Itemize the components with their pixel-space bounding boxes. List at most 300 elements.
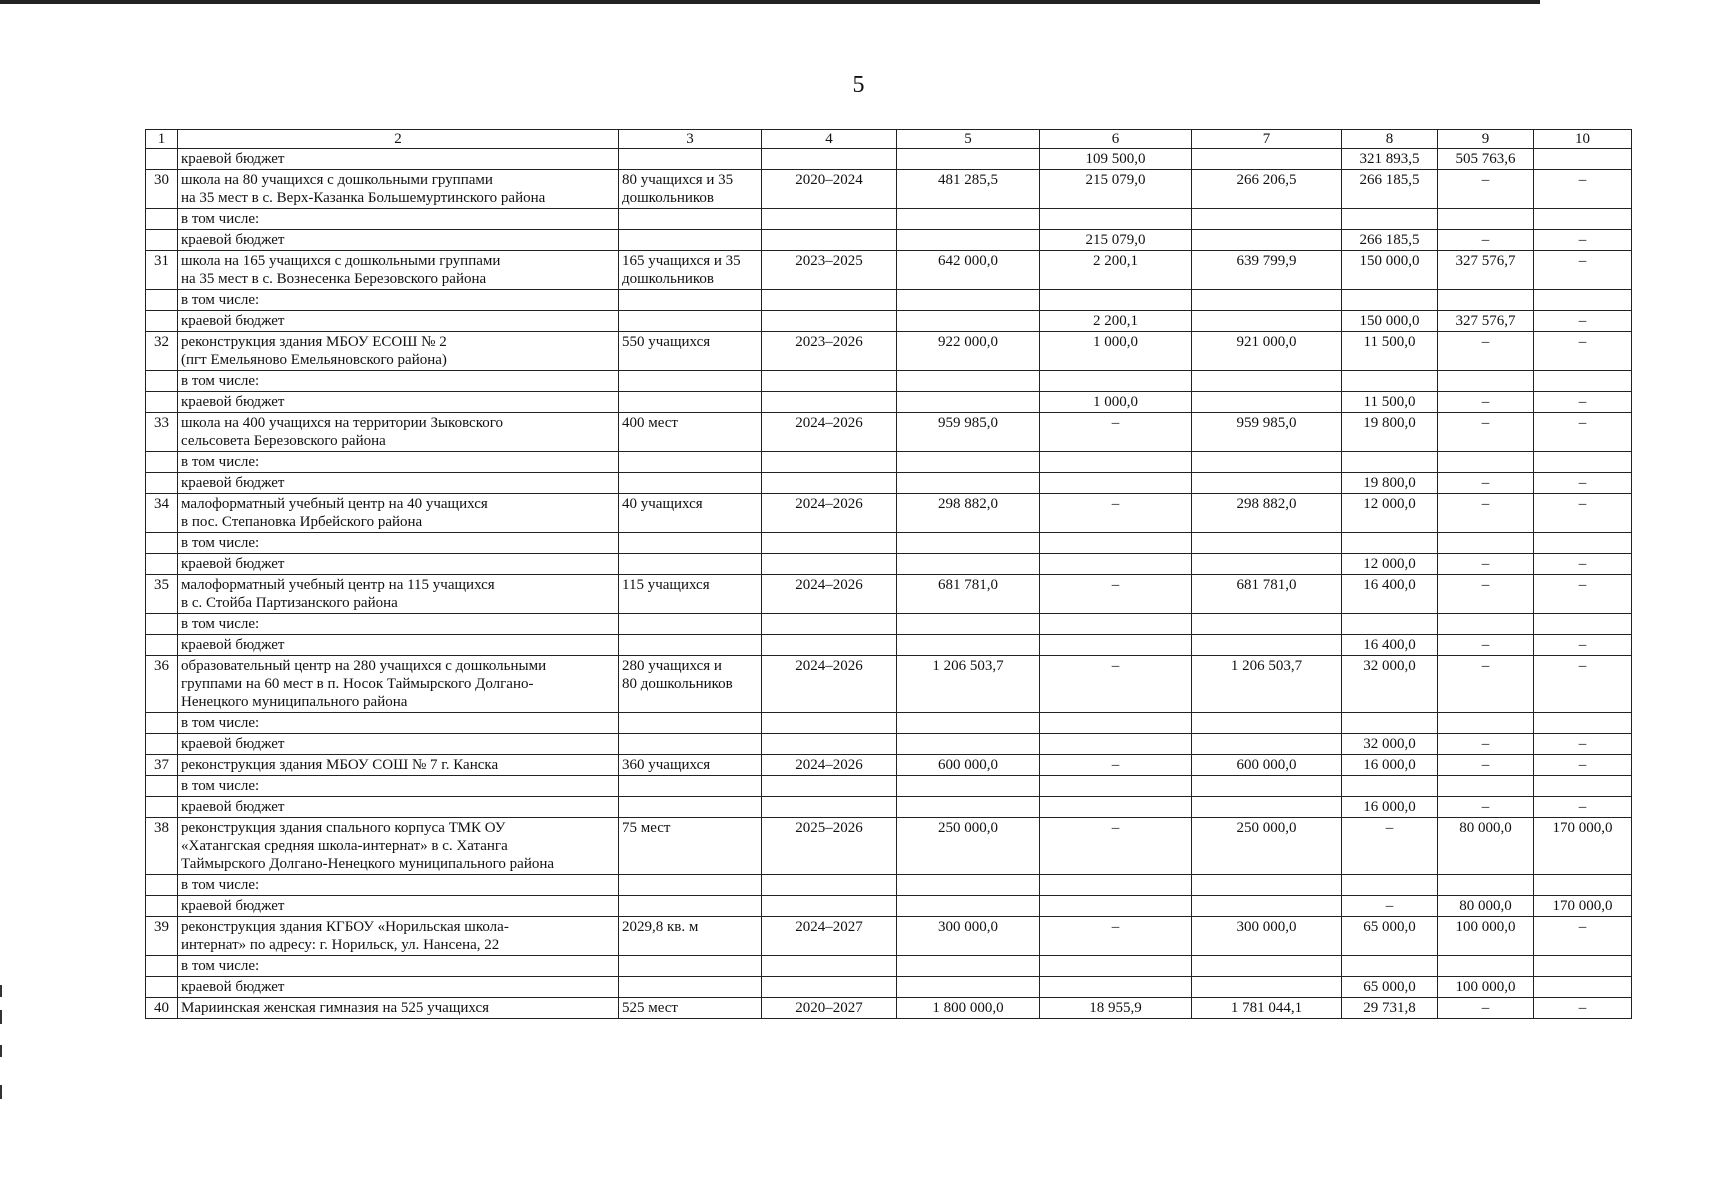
value-cell: 75 мест [619, 818, 762, 875]
value-cell [1192, 614, 1342, 635]
value-cell [1342, 371, 1438, 392]
value-cell [897, 473, 1040, 494]
table-row [146, 251, 1632, 290]
value-cell [897, 371, 1040, 392]
value-cell [1438, 956, 1534, 977]
description-cell: в том числе: [178, 533, 619, 554]
margin-mark [0, 1085, 2, 1099]
table-row [146, 575, 1632, 614]
value-cell [1192, 371, 1342, 392]
value-cell: – [1040, 818, 1192, 875]
table-row [146, 713, 1632, 734]
value-cell [762, 311, 897, 332]
value-cell [1040, 533, 1192, 554]
value-cell [1192, 473, 1342, 494]
header-cell: 7 [1192, 130, 1342, 149]
value-cell [1438, 776, 1534, 797]
value-cell [619, 713, 762, 734]
row-number-cell: 31 [146, 251, 178, 290]
value-cell: 2024–2026 [762, 494, 897, 533]
value-cell [1534, 533, 1632, 554]
row-number-cell: 40 [146, 998, 178, 1019]
row-number-cell [146, 230, 178, 251]
table-row [146, 977, 1632, 998]
row-number-cell [146, 734, 178, 755]
value-cell [762, 797, 897, 818]
row-number-cell: 35 [146, 575, 178, 614]
value-cell [1534, 452, 1632, 473]
page-top-border [0, 0, 1540, 4]
value-cell [897, 533, 1040, 554]
value-cell: 959 985,0 [1192, 413, 1342, 452]
budget-table-body [146, 130, 1632, 1019]
value-cell [1534, 149, 1632, 170]
value-cell: 481 285,5 [897, 170, 1040, 209]
value-cell: 115 учащихся [619, 575, 762, 614]
table-row [146, 230, 1632, 251]
value-cell: 1 800 000,0 [897, 998, 1040, 1019]
value-cell [619, 875, 762, 896]
value-cell: 2024–2026 [762, 755, 897, 776]
value-cell: 18 955,9 [1040, 998, 1192, 1019]
value-cell: – [1040, 494, 1192, 533]
value-cell: 11 500,0 [1342, 332, 1438, 371]
value-cell: 80 000,0 [1438, 818, 1534, 875]
value-cell [1040, 977, 1192, 998]
value-cell [619, 896, 762, 917]
table-header-row [146, 130, 1632, 149]
row-number-cell: 32 [146, 332, 178, 371]
value-cell: 1 206 503,7 [897, 656, 1040, 713]
row-number-cell [146, 635, 178, 656]
table-row [146, 998, 1632, 1019]
value-cell: – [1040, 656, 1192, 713]
table-row [146, 473, 1632, 494]
value-cell: 250 000,0 [897, 818, 1040, 875]
margin-mark [0, 1045, 2, 1057]
value-cell [1192, 311, 1342, 332]
value-cell [619, 230, 762, 251]
value-cell [897, 734, 1040, 755]
value-cell: – [1534, 656, 1632, 713]
value-cell: 600 000,0 [897, 755, 1040, 776]
description-cell: краевой бюджет [178, 554, 619, 575]
value-cell [1040, 713, 1192, 734]
value-cell [1534, 290, 1632, 311]
value-cell [897, 392, 1040, 413]
row-number-cell: 37 [146, 755, 178, 776]
description-cell: реконструкция здания спального корпуса ТМК ОУ «Хатангская средняя школа-интернат» в с. Хатанга Таймырского Долгано-Ненецкого муниципального района [178, 818, 619, 875]
value-cell: – [1438, 554, 1534, 575]
value-cell [762, 635, 897, 656]
value-cell: 300 000,0 [897, 917, 1040, 956]
value-cell: – [1438, 413, 1534, 452]
value-cell: 80 000,0 [1438, 896, 1534, 917]
value-cell [1534, 977, 1632, 998]
table-row [146, 956, 1632, 977]
value-cell [1534, 713, 1632, 734]
value-cell [1438, 209, 1534, 230]
table-row [146, 392, 1632, 413]
description-cell: краевой бюджет [178, 230, 619, 251]
table-row [146, 311, 1632, 332]
table-row [146, 413, 1632, 452]
value-cell [1342, 452, 1438, 473]
table-row [146, 875, 1632, 896]
description-cell: краевой бюджет [178, 149, 619, 170]
value-cell: 65 000,0 [1342, 917, 1438, 956]
value-cell [1192, 713, 1342, 734]
row-number-cell [146, 533, 178, 554]
value-cell: 400 мест [619, 413, 762, 452]
table-row [146, 290, 1632, 311]
value-cell [1192, 776, 1342, 797]
row-number-cell [146, 896, 178, 917]
value-cell [762, 209, 897, 230]
value-cell [762, 149, 897, 170]
description-cell: в том числе: [178, 290, 619, 311]
value-cell [1040, 614, 1192, 635]
value-cell [762, 713, 897, 734]
table-row [146, 656, 1632, 713]
description-cell: малоформатный учебный центр на 40 учащихся в пос. Степановка Ирбейского района [178, 494, 619, 533]
value-cell [897, 311, 1040, 332]
value-cell: 2024–2026 [762, 656, 897, 713]
description-cell: в том числе: [178, 452, 619, 473]
row-number-cell: 33 [146, 413, 178, 452]
description-cell: в том числе: [178, 371, 619, 392]
value-cell [897, 290, 1040, 311]
value-cell: – [1438, 998, 1534, 1019]
value-cell: 298 882,0 [897, 494, 1040, 533]
value-cell: – [1534, 392, 1632, 413]
value-cell: 525 мест [619, 998, 762, 1019]
header-cell: 8 [1342, 130, 1438, 149]
value-cell: 922 000,0 [897, 332, 1040, 371]
row-number-cell [146, 392, 178, 413]
value-cell [897, 452, 1040, 473]
value-cell: 165 учащихся и 35 дошкольников [619, 251, 762, 290]
value-cell: 109 500,0 [1040, 149, 1192, 170]
value-cell [762, 371, 897, 392]
value-cell [1192, 875, 1342, 896]
value-cell: 170 000,0 [1534, 896, 1632, 917]
value-cell [1192, 230, 1342, 251]
value-cell: 16 000,0 [1342, 755, 1438, 776]
row-number-cell: 36 [146, 656, 178, 713]
value-cell: 505 763,6 [1438, 149, 1534, 170]
value-cell [1192, 956, 1342, 977]
description-cell: краевой бюджет [178, 896, 619, 917]
value-cell: – [1438, 392, 1534, 413]
value-cell [1192, 533, 1342, 554]
table-row [146, 896, 1632, 917]
table-row [146, 755, 1632, 776]
value-cell [897, 875, 1040, 896]
margin-mark [0, 985, 2, 997]
value-cell: – [1534, 473, 1632, 494]
value-cell: 12 000,0 [1342, 494, 1438, 533]
value-cell: – [1438, 170, 1534, 209]
value-cell: 16 400,0 [1342, 635, 1438, 656]
table-row [146, 452, 1632, 473]
value-cell: – [1438, 494, 1534, 533]
value-cell: 2024–2026 [762, 413, 897, 452]
header-cell: 6 [1040, 130, 1192, 149]
table-row [146, 614, 1632, 635]
description-cell: образовательный центр на 280 учащихся с дошкольными группами на 60 мест в п. Носок Таймырского Долгано- Ненецкого муниципального района [178, 656, 619, 713]
value-cell: 100 000,0 [1438, 977, 1534, 998]
value-cell [1040, 290, 1192, 311]
value-cell: 266 185,5 [1342, 170, 1438, 209]
value-cell: – [1534, 755, 1632, 776]
value-cell [1192, 554, 1342, 575]
value-cell: 11 500,0 [1342, 392, 1438, 413]
value-cell [1342, 776, 1438, 797]
value-cell: 12 000,0 [1342, 554, 1438, 575]
value-cell [1438, 452, 1534, 473]
value-cell [897, 635, 1040, 656]
row-number-cell [146, 290, 178, 311]
value-cell [762, 533, 897, 554]
value-cell [1040, 776, 1192, 797]
value-cell [1192, 290, 1342, 311]
margin-mark [0, 1010, 2, 1024]
description-cell: в том числе: [178, 956, 619, 977]
value-cell [619, 797, 762, 818]
value-cell [619, 614, 762, 635]
value-cell [1534, 956, 1632, 977]
value-cell: 215 079,0 [1040, 230, 1192, 251]
value-cell [619, 533, 762, 554]
description-cell: в том числе: [178, 209, 619, 230]
value-cell [762, 875, 897, 896]
header-cell: 5 [897, 130, 1040, 149]
row-number-cell: 34 [146, 494, 178, 533]
value-cell: – [1534, 635, 1632, 656]
value-cell: – [1438, 734, 1534, 755]
value-cell [1192, 734, 1342, 755]
value-cell [897, 614, 1040, 635]
value-cell [619, 977, 762, 998]
value-cell: 40 учащихся [619, 494, 762, 533]
value-cell: – [1534, 797, 1632, 818]
value-cell: 2024–2027 [762, 917, 897, 956]
value-cell: 16 400,0 [1342, 575, 1438, 614]
value-cell: 266 206,5 [1192, 170, 1342, 209]
value-cell [1534, 371, 1632, 392]
value-cell [1342, 614, 1438, 635]
header-cell: 2 [178, 130, 619, 149]
value-cell [897, 797, 1040, 818]
value-cell: 2 200,1 [1040, 311, 1192, 332]
value-cell: – [1534, 494, 1632, 533]
value-cell: 1 000,0 [1040, 392, 1192, 413]
value-cell: 65 000,0 [1342, 977, 1438, 998]
value-cell [1438, 875, 1534, 896]
value-cell [1192, 209, 1342, 230]
row-number-cell [146, 977, 178, 998]
value-cell [1192, 149, 1342, 170]
value-cell: – [1534, 170, 1632, 209]
table-row [146, 776, 1632, 797]
description-cell: краевой бюджет [178, 392, 619, 413]
table-row [146, 554, 1632, 575]
value-cell: – [1438, 473, 1534, 494]
value-cell: 639 799,9 [1192, 251, 1342, 290]
value-cell: 1 206 503,7 [1192, 656, 1342, 713]
value-cell [762, 473, 897, 494]
value-cell [1040, 875, 1192, 896]
description-cell: реконструкция здания МБОУ ЕСОШ № 2 (пгт Емельяново Емельяновского района) [178, 332, 619, 371]
value-cell: 642 000,0 [897, 251, 1040, 290]
value-cell [762, 977, 897, 998]
value-cell: 681 781,0 [1192, 575, 1342, 614]
value-cell [897, 713, 1040, 734]
value-cell: 959 985,0 [897, 413, 1040, 452]
table-row [146, 332, 1632, 371]
value-cell [619, 290, 762, 311]
value-cell: – [1342, 896, 1438, 917]
value-cell [1438, 371, 1534, 392]
value-cell [619, 635, 762, 656]
value-cell: 327 576,7 [1438, 251, 1534, 290]
description-cell: краевой бюджет [178, 977, 619, 998]
table-row [146, 149, 1632, 170]
description-cell: в том числе: [178, 875, 619, 896]
budget-table [145, 129, 1632, 1019]
row-number-cell [146, 554, 178, 575]
description-cell: малоформатный учебный центр на 115 учащихся в с. Стойба Партизанского района [178, 575, 619, 614]
value-cell: 29 731,8 [1342, 998, 1438, 1019]
value-cell [1040, 452, 1192, 473]
row-number-cell: 39 [146, 917, 178, 956]
value-cell: – [1534, 575, 1632, 614]
value-cell [762, 776, 897, 797]
value-cell [1342, 713, 1438, 734]
description-cell: школа на 400 учащихся на территории Зыковского сельсовета Березовского района [178, 413, 619, 452]
value-cell: – [1534, 332, 1632, 371]
value-cell [1192, 452, 1342, 473]
value-cell: – [1534, 998, 1632, 1019]
value-cell: – [1438, 635, 1534, 656]
value-cell [1040, 209, 1192, 230]
value-cell [897, 149, 1040, 170]
row-number-cell [146, 209, 178, 230]
value-cell [1040, 554, 1192, 575]
value-cell: – [1534, 734, 1632, 755]
description-cell: в том числе: [178, 776, 619, 797]
row-number-cell [146, 452, 178, 473]
value-cell [1192, 392, 1342, 413]
row-number-cell [146, 614, 178, 635]
value-cell [619, 734, 762, 755]
description-cell: краевой бюджет [178, 311, 619, 332]
value-cell [1342, 209, 1438, 230]
value-cell: 280 учащихся и 80 дошкольников [619, 656, 762, 713]
value-cell: 300 000,0 [1192, 917, 1342, 956]
value-cell: – [1040, 755, 1192, 776]
table-row [146, 797, 1632, 818]
value-cell: 250 000,0 [1192, 818, 1342, 875]
description-cell: реконструкция здания МБОУ СОШ № 7 г. Канска [178, 755, 619, 776]
value-cell: 321 893,5 [1342, 149, 1438, 170]
value-cell: 2020–2027 [762, 998, 897, 1019]
row-number-cell [146, 776, 178, 797]
value-cell: 2020–2024 [762, 170, 897, 209]
header-cell: 10 [1534, 130, 1632, 149]
value-cell [1438, 614, 1534, 635]
value-cell: – [1534, 311, 1632, 332]
value-cell [619, 371, 762, 392]
value-cell [762, 734, 897, 755]
value-cell [762, 554, 897, 575]
value-cell [1192, 896, 1342, 917]
table-row [146, 371, 1632, 392]
table-row [146, 635, 1632, 656]
value-cell: 215 079,0 [1040, 170, 1192, 209]
value-cell [1438, 533, 1534, 554]
value-cell [619, 149, 762, 170]
value-cell [762, 230, 897, 251]
row-number-cell [146, 797, 178, 818]
value-cell [1534, 209, 1632, 230]
value-cell: 150 000,0 [1342, 311, 1438, 332]
value-cell: – [1438, 332, 1534, 371]
value-cell: 327 576,7 [1438, 311, 1534, 332]
value-cell: 550 учащихся [619, 332, 762, 371]
value-cell [1342, 290, 1438, 311]
value-cell [619, 209, 762, 230]
value-cell [1192, 977, 1342, 998]
row-number-cell [146, 713, 178, 734]
value-cell: 16 000,0 [1342, 797, 1438, 818]
value-cell: 1 781 044,1 [1192, 998, 1342, 1019]
row-number-cell [146, 875, 178, 896]
value-cell: 19 800,0 [1342, 473, 1438, 494]
value-cell [619, 452, 762, 473]
table-row [146, 818, 1632, 875]
value-cell: 32 000,0 [1342, 734, 1438, 755]
value-cell: 298 882,0 [1192, 494, 1342, 533]
value-cell: 921 000,0 [1192, 332, 1342, 371]
value-cell [1342, 875, 1438, 896]
description-cell: краевой бюджет [178, 473, 619, 494]
value-cell: 1 000,0 [1040, 332, 1192, 371]
value-cell: 2023–2025 [762, 251, 897, 290]
value-cell: – [1438, 230, 1534, 251]
value-cell: 2 200,1 [1040, 251, 1192, 290]
value-cell [897, 896, 1040, 917]
value-cell [897, 554, 1040, 575]
value-cell [1040, 797, 1192, 818]
header-cell: 1 [146, 130, 178, 149]
value-cell [1342, 533, 1438, 554]
value-cell [762, 290, 897, 311]
value-cell [1040, 734, 1192, 755]
value-cell: 266 185,5 [1342, 230, 1438, 251]
description-cell: в том числе: [178, 614, 619, 635]
value-cell: 80 учащихся и 35 дошкольников [619, 170, 762, 209]
value-cell: – [1534, 554, 1632, 575]
value-cell: 19 800,0 [1342, 413, 1438, 452]
value-cell: – [1040, 917, 1192, 956]
header-cell: 3 [619, 130, 762, 149]
value-cell: – [1438, 797, 1534, 818]
value-cell: 2029,8 кв. м [619, 917, 762, 956]
description-cell: краевой бюджет [178, 635, 619, 656]
value-cell [897, 776, 1040, 797]
